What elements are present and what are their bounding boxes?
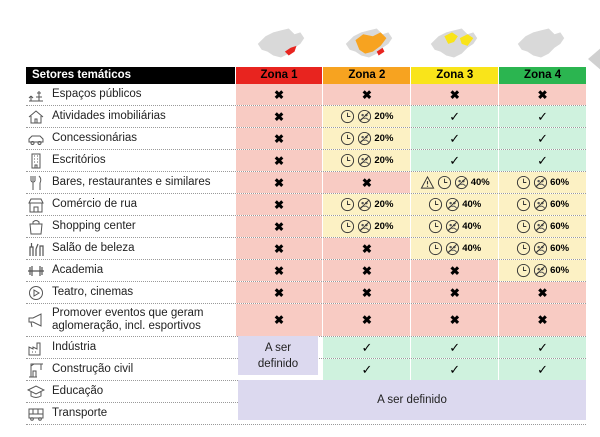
no-crowd-icon	[533, 175, 548, 190]
sector-label: Construção civil	[52, 363, 134, 375]
all-zones-tbd-cell	[238, 380, 586, 420]
capacity-value: 20%	[374, 199, 394, 210]
capacity-value: 20%	[374, 221, 394, 232]
clock-icon	[340, 219, 355, 234]
sector-label: Bares, restaurantes e similares	[52, 176, 211, 188]
no-mark: ✖	[449, 263, 460, 278]
capacity-value: 20%	[374, 133, 394, 144]
zone1-tbd-cell	[238, 336, 318, 375]
table-row	[26, 216, 586, 238]
clock-icon	[516, 175, 531, 190]
no-crowd-icon	[533, 219, 548, 234]
table-row	[26, 282, 586, 304]
capacity-value: 40%	[462, 221, 482, 232]
table-row	[26, 128, 586, 150]
table-row	[26, 84, 586, 106]
cutlery-icon	[26, 174, 46, 192]
clock-icon	[516, 197, 531, 212]
sector-label: Promover eventos que geram	[52, 307, 204, 319]
zone4-map	[512, 22, 570, 62]
no-mark: ✖	[361, 263, 372, 278]
table-header	[26, 67, 586, 84]
header-zone-3: Zona 3	[411, 67, 498, 84]
no-mark: ✖	[274, 131, 285, 146]
header-zone-2: Zona 2	[323, 67, 410, 84]
table-row	[26, 194, 586, 216]
header-zone-1: Zona 1	[236, 67, 323, 84]
yes-mark: ✓	[537, 130, 549, 146]
tbd-line2: definido	[257, 357, 299, 370]
sector-label: Academia	[52, 264, 104, 276]
no-crowd-icon	[357, 153, 372, 168]
house-icon	[26, 108, 46, 126]
capacity-value: 40%	[470, 177, 490, 188]
yes-mark: ✓	[537, 152, 549, 168]
table-row	[26, 106, 586, 128]
capacity-value: 60%	[550, 221, 570, 232]
yes-mark: ✓	[361, 361, 373, 377]
no-mark: ✖	[361, 313, 372, 327]
zone2-map	[340, 22, 398, 62]
tbd-long: A ser definido	[377, 394, 447, 406]
factory-icon	[26, 339, 46, 357]
building-icon	[26, 152, 46, 170]
warning-icon	[420, 175, 435, 190]
no-crowd-icon	[445, 241, 460, 256]
no-crowd-icon	[357, 109, 372, 124]
no-mark: ✖	[449, 313, 460, 327]
table-row	[26, 260, 586, 282]
no-mark: ✖	[361, 241, 372, 256]
no-crowd-icon	[533, 241, 548, 256]
no-mark: ✖	[274, 153, 285, 168]
sector-label: Educação	[52, 385, 104, 397]
header-zone-4: Zona 4	[499, 67, 586, 84]
clock-icon	[516, 241, 531, 256]
table-row	[26, 304, 586, 337]
table-row	[26, 172, 586, 194]
sector-label: Salão de beleza	[52, 242, 135, 254]
no-mark: ✖	[274, 263, 285, 278]
clock-icon	[428, 219, 443, 234]
no-mark: ✖	[537, 87, 548, 102]
no-crowd-icon	[357, 131, 372, 146]
sector-label: Comércio de rua	[52, 198, 138, 210]
no-crowd-icon	[454, 175, 469, 190]
car-icon	[26, 130, 46, 148]
no-mark: ✖	[274, 285, 285, 300]
yes-mark: ✓	[537, 108, 549, 124]
no-mark: ✖	[361, 175, 372, 190]
clock-icon	[340, 197, 355, 212]
yes-mark: ✓	[361, 339, 373, 355]
no-mark: ✖	[361, 285, 372, 300]
clock-icon	[516, 263, 531, 278]
no-crowd-icon	[533, 197, 548, 212]
no-mark: ✖	[449, 285, 460, 300]
yes-mark: ✓	[449, 152, 461, 168]
no-mark: ✖	[274, 197, 285, 212]
no-mark: ✖	[537, 313, 548, 327]
yes-mark: ✓	[449, 339, 461, 355]
no-mark: ✖	[274, 313, 285, 327]
capacity-value: 60%	[550, 265, 570, 276]
sector-label: Shopping center	[52, 220, 136, 232]
no-crowd-icon	[445, 219, 460, 234]
no-crowd-icon	[445, 197, 460, 212]
no-crowd-icon	[357, 197, 372, 212]
no-mark: ✖	[537, 285, 548, 300]
park-icon	[26, 86, 46, 104]
sector-label-line2: aglomeração, incl. esportivos	[52, 320, 201, 332]
sector-label: Atividades imobiliárias	[52, 110, 166, 122]
sector-label: Transporte	[52, 407, 108, 419]
shopping-bag-icon	[26, 218, 46, 236]
clock-icon	[516, 219, 531, 234]
capacity-value: 60%	[550, 177, 570, 188]
clock-icon	[428, 241, 443, 256]
crane-icon	[26, 361, 46, 379]
no-mark: ✖	[449, 87, 460, 102]
clock-icon	[340, 131, 355, 146]
capacity-value: 20%	[374, 111, 394, 122]
capacity-value: 60%	[550, 243, 570, 254]
sector-label: Espaços públicos	[52, 88, 142, 100]
bus-icon	[26, 405, 46, 423]
sector-label: Escritórios	[52, 154, 106, 166]
yes-mark: ✓	[449, 108, 461, 124]
yes-mark: ✓	[449, 361, 461, 377]
header-sectors: Setores temáticos	[26, 67, 235, 84]
no-mark: ✖	[274, 175, 285, 190]
sector-label: Teatro, cinemas	[52, 286, 134, 298]
graduation-cap-icon	[26, 383, 46, 401]
yes-mark: ✓	[537, 339, 549, 355]
play-icon	[26, 284, 46, 302]
clock-icon	[340, 153, 355, 168]
no-crowd-icon	[533, 263, 548, 278]
shop-icon	[26, 196, 46, 214]
no-mark: ✖	[361, 87, 372, 102]
sector-label: Concessionárias	[52, 132, 138, 144]
capacity-value: 20%	[374, 155, 394, 166]
sector-label: Indústria	[52, 341, 97, 353]
capacity-value: 40%	[462, 243, 482, 254]
clock-icon	[437, 175, 452, 190]
capacity-value: 60%	[550, 199, 570, 210]
zone3-map	[425, 22, 483, 62]
decorative-triangle	[588, 47, 600, 71]
table-row	[26, 150, 586, 172]
tbd-line1: A ser	[264, 341, 292, 354]
clock-icon	[428, 197, 443, 212]
table-row	[26, 238, 586, 260]
megaphone-icon	[26, 311, 46, 329]
dumbbell-icon	[26, 262, 46, 280]
no-mark: ✖	[274, 241, 285, 256]
capacity-value: 40%	[462, 199, 482, 210]
no-mark: ✖	[274, 219, 285, 234]
zone1-map	[252, 22, 310, 62]
no-crowd-icon	[357, 219, 372, 234]
no-mark: ✖	[274, 109, 285, 124]
salon-icon	[26, 240, 46, 258]
clock-icon	[340, 109, 355, 124]
yes-mark: ✓	[537, 361, 549, 377]
no-mark: ✖	[274, 87, 285, 102]
yes-mark: ✓	[449, 130, 461, 146]
